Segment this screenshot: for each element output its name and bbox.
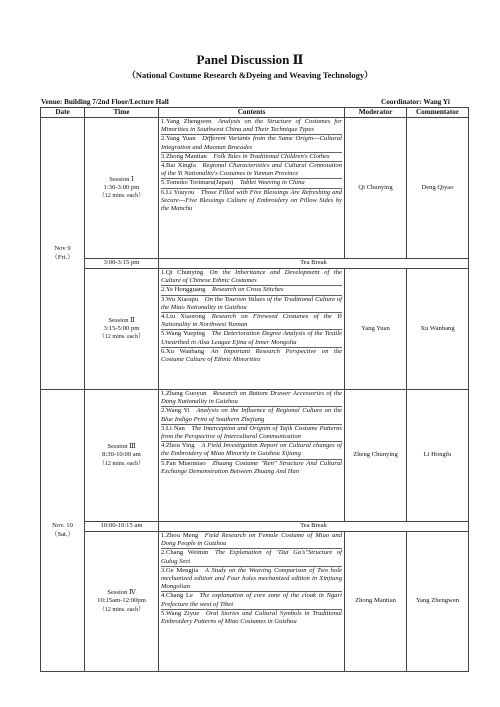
- session-time: 1:30-3:00 pm: [103, 183, 140, 191]
- talk-title: Oral Stories and Cultural Symbols in Traditional Embroidery Patterns of Miao Costumes in Guizhou: [161, 609, 342, 626]
- talk-entry: [161, 407, 342, 424]
- session-time-cell: [85, 390, 159, 522]
- date-label: Nov 9: [54, 245, 71, 253]
- talk-entry: [161, 348, 342, 364]
- talk-number: 6.: [161, 188, 166, 196]
- session-note: （12 mins. each）: [98, 193, 145, 200]
- talk-title: Folk Tales in Traditional Children's Clothes: [213, 152, 330, 160]
- talk-title: Research on Bottom Drawer Accessories of the Dong Nationality in Guizhou: [161, 390, 342, 406]
- talk-title: Tablet Weaving in China: [239, 179, 305, 187]
- talk-number: 3.: [161, 424, 166, 432]
- talk-number: 1.: [161, 532, 166, 539]
- talk-author: Wu Xiaoqiu: [165, 295, 199, 303]
- talk-title: The explanation of core zone of the cloak in Ngari Prefecture the west of Tibet: [161, 592, 342, 608]
- talk-author: Liu Xiaorong: [165, 313, 206, 321]
- talk-author: Li Youyou: [165, 188, 195, 196]
- talk-title: An Important Research Perspective on the Costume Culture of Ethnic Minorities: [161, 347, 343, 364]
- talk-entry: [161, 162, 342, 179]
- date-cell-day2: [41, 390, 85, 672]
- talk-number: 4.: [161, 313, 166, 321]
- moderator-cell: Yang Yuan: [345, 269, 407, 390]
- talk-number: 5.: [161, 179, 166, 187]
- talk-entry: [161, 425, 342, 442]
- talk-title: A Study on the Weaving Comparison of Two hole mechanized edition and Four holes mechanized edition in Xinjiang Mongolian: [161, 566, 343, 591]
- talk-number: 1.: [161, 390, 166, 397]
- moderator-cell: Zheng Chunying: [345, 390, 407, 522]
- talk-entry: [161, 179, 342, 188]
- session-row: [41, 118, 469, 259]
- talk-entry: [161, 567, 342, 593]
- talk-author: Chang Weimin: [165, 549, 209, 557]
- break-row: [41, 522, 469, 532]
- talk-title: The Interception and Orignin of Tajik Costume Patterns from the Perspective of Intercultural Communication: [161, 424, 342, 441]
- talk-number: 4.: [161, 442, 166, 450]
- page-title: Panel Discussion Ⅱ: [196, 52, 304, 67]
- talk-number: 2.: [161, 135, 166, 143]
- session-note: （12 mins. each）: [98, 460, 145, 467]
- break-time: 10:00-10:15 am: [85, 522, 159, 532]
- session-note: （12 mins. each）: [98, 606, 145, 613]
- header-commentator: Commentator: [407, 108, 469, 118]
- header-date: Date: [41, 108, 85, 118]
- session-contents: [159, 532, 345, 672]
- session-name: Session Ⅲ: [107, 443, 136, 451]
- talk-author: Fan Miaomiao: [165, 459, 206, 467]
- talk-entry: [161, 390, 342, 407]
- talk-number: 3.: [161, 295, 166, 303]
- session-time: 3:15-5:00 pm: [103, 324, 140, 332]
- session-time: 10:15am-12:00pm: [97, 597, 146, 605]
- header-contents: Contents: [159, 108, 345, 118]
- page-subtitle: （National Costume Research &Dyeing and Weaving Technology）: [127, 70, 373, 80]
- talk-author: Yang Yuan: [165, 135, 196, 143]
- session-time-cell: [85, 532, 159, 672]
- break-time: 3:00-3:15 pm: [85, 259, 159, 269]
- moderator-cell: Qi Chunying: [345, 118, 407, 259]
- date-cell-day1: [41, 118, 85, 390]
- talk-entry: [161, 610, 342, 626]
- talk-entry: [161, 313, 342, 330]
- session-name: Session Ⅳ: [107, 589, 136, 597]
- talk-title: Analysis on the Structure of Costumes for Minorities in Southwest China and Their Technique Types: [161, 118, 342, 134]
- talk-author: Wang Ziyue: [165, 609, 200, 617]
- session-row: [41, 390, 469, 522]
- talk-title: Research on Cross Stitches: [212, 286, 284, 294]
- talk-entry: [161, 442, 342, 459]
- talk-number: 3.: [161, 152, 166, 160]
- talk-number: 3.: [161, 566, 166, 574]
- talk-entry: [161, 286, 342, 295]
- talk-title: On the Inheritance and Development of the Culture of Chinese Ethnic Costumes: [161, 269, 342, 285]
- talk-author: Ge Mengjia: [165, 566, 199, 574]
- talk-author: Li Nan: [165, 424, 185, 432]
- talk-number: 4.: [161, 592, 166, 600]
- talk-author: Zhang Guoyun: [165, 390, 207, 397]
- talk-author: Wang Yi: [165, 407, 190, 415]
- talk-number: 5.: [161, 459, 166, 467]
- talk-title: On the Tourism Values of the Traditional Culture of the Miao Nationality in Guizhou: [161, 295, 343, 311]
- talk-title: Analysis on the Influence of Regional Culture on the Blue Indigo Print of Southern Zhejiang: [161, 407, 342, 423]
- talk-number: 1.: [161, 118, 166, 125]
- coordinator-label: Coordinator: Wang Yi: [381, 98, 450, 106]
- commentator-cell: Yang Zhengwen: [407, 532, 469, 672]
- talk-number: 2.: [161, 407, 166, 415]
- commentator-cell: Xu Wanbang: [407, 269, 469, 390]
- break-row: [41, 259, 469, 269]
- talk-number: 6.: [161, 347, 166, 355]
- talk-number: 2.: [161, 286, 166, 294]
- break-label: Tea Break: [159, 522, 469, 532]
- talk-title: A Field Investigation Report on Cultural changes of the Embroidery of Miao Minority in Guizhou Xijiang: [161, 442, 342, 458]
- talk-entry: [161, 592, 342, 609]
- talk-entry: [161, 118, 342, 135]
- talk-author: Wang Yueping: [165, 330, 205, 338]
- session-name: Session Ⅱ: [108, 316, 135, 324]
- weekday-label: （Fri.）: [51, 253, 74, 261]
- talk-entry: [161, 330, 342, 347]
- talk-author: Xu Wanbang: [165, 347, 205, 355]
- talk-title: Zhuang Costume "Ren" Structure And Cultural Exchange Demonstration Between Zhuang And Han: [161, 459, 342, 475]
- talk-title: Field Research on Female Costume of Miao and Dong People in Guizhou: [161, 532, 342, 548]
- talk-title: Research on Fireweed Costumes of the Yi Nationality in Northwest Yunnan: [161, 313, 342, 329]
- weekday-label: （Sat.）: [50, 530, 75, 538]
- talk-entry: [161, 135, 342, 152]
- talk-author: Bai Xingfa: [165, 162, 196, 170]
- talk-number: 2.: [161, 549, 166, 557]
- break-label: Tea Break: [159, 259, 469, 269]
- commentator-cell: Deng Qiyao: [407, 118, 469, 259]
- talk-entry: [161, 460, 342, 476]
- talk-author: Chang Le: [165, 592, 193, 600]
- session-contents: [159, 390, 345, 522]
- talk-number: 5.: [161, 330, 166, 338]
- header-row: [41, 108, 469, 118]
- talk-author: Yang Zhengwen: [165, 118, 212, 125]
- session-time: 8:30-10:00 am: [102, 451, 141, 459]
- talk-author: Qi Chunying: [165, 269, 204, 276]
- talk-author: Zhong Mantian: [165, 152, 207, 160]
- talk-title: Those Filled with Five Blessings Are Refreshing and Secure---Five Blessings Culture of Embroidery on Pillow Sides by the Manchu: [161, 188, 342, 213]
- talk-entry: [161, 189, 342, 214]
- schedule-table: [40, 107, 469, 672]
- moderator-cell: Zhong Mantian: [345, 532, 407, 672]
- talk-entry: [161, 153, 342, 162]
- talk-entry: [161, 269, 342, 286]
- talk-title: Regional Characteristics and Cultural Connotation of the Yi Nationality's Costumes in Yunnan Province: [161, 162, 342, 178]
- talk-author: Zhou Meng: [165, 532, 199, 539]
- talk-number: 1.: [161, 269, 166, 276]
- header-time: Time: [85, 108, 159, 118]
- talk-entry: [161, 296, 342, 313]
- session-row: [41, 532, 469, 672]
- session-note: （12 mins. each）: [98, 334, 145, 341]
- talk-author: Tomoko Torimaru(Japan): [165, 179, 234, 187]
- session-contents: [159, 269, 345, 390]
- talk-entry: [161, 532, 342, 549]
- talk-title: Different Variants from the Same Origin---Cultural Integration and Maonan Brocades: [161, 135, 343, 151]
- talk-entry: [161, 549, 342, 566]
- header-moderator: Moderator: [345, 108, 407, 118]
- session-name: Session Ⅰ: [109, 175, 134, 183]
- commentator-cell: Li Hongfu: [407, 390, 469, 522]
- talk-author: Ye Hongguang: [165, 286, 206, 294]
- talk-number: 4.: [161, 162, 166, 170]
- talk-title: The Deterioration Degree Analysis of the Textile Unearthed in Alxa League Ejina of Inner Mongolia: [161, 330, 342, 346]
- talk-author: Zhou Ying: [165, 442, 195, 450]
- session-time-cell: [85, 118, 159, 259]
- date-label: Nov. 10: [52, 522, 73, 530]
- venue-label: Venue: Building 7/2nd Floor/Lecture Hall: [41, 98, 169, 106]
- talk-title: The Explanation of "Dui Ga's"Structure of Gulug Sect: [161, 549, 342, 565]
- talk-number: 5.: [161, 609, 166, 617]
- session-time-cell: [85, 269, 159, 390]
- session-row: [41, 269, 469, 390]
- session-contents: [159, 118, 345, 259]
